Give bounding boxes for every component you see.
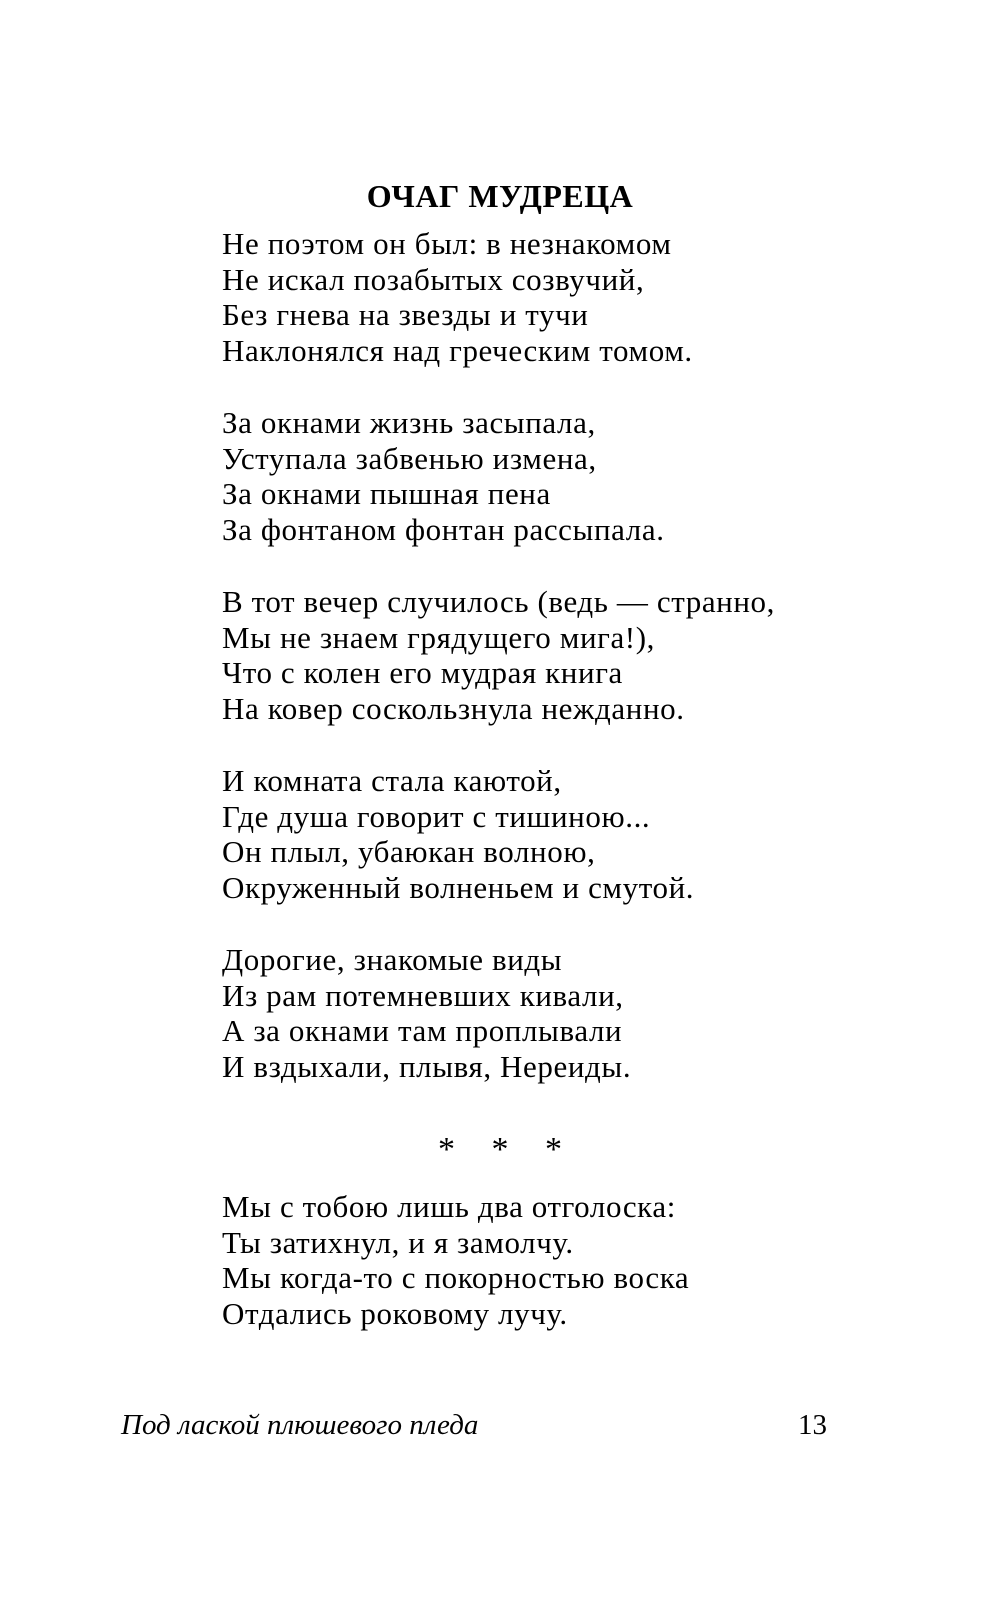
poem-line: А за окнами там проплывали: [222, 1013, 623, 1049]
poem-line: Дорогие, знакомые виды: [222, 942, 563, 977]
poem-line: В тот вечер случилось (ведь — странно,: [222, 584, 776, 619]
poem-line: И вздыхали, плывя, Нереиды.: [222, 1048, 632, 1084]
poem-line: За окнами жизнь засыпала,: [222, 405, 596, 440]
poem-line: Без гнева на звезды и тучи: [222, 297, 589, 333]
stanza-5: [222, 942, 902, 1084]
poem-line: За фонтаном фонтан рассыпала.: [222, 511, 665, 547]
poem-line: Он плыл, убаюкан волною,: [222, 834, 596, 870]
poem-line: За окнами пышная пена: [222, 476, 551, 512]
poem-line: Наклонялся над греческим томом.: [222, 332, 693, 368]
asterism-separator: * * *: [438, 1131, 576, 1168]
poem-line: Где душа говорит с тишиною...: [222, 798, 651, 834]
poem-line: Отдались роковому лучу.: [222, 1295, 568, 1331]
page-number: 13: [798, 1409, 827, 1441]
stanza-2: [222, 405, 902, 547]
poem-line: Мы не знаем грядущего мига!),: [222, 619, 656, 655]
poem-line: Окруженный волненьем и смутой.: [222, 869, 695, 905]
poem-line: На ковер соскользнула нежданно.: [222, 690, 685, 726]
poem-line: Что с колен его мудрая книга: [222, 655, 623, 691]
poem-line: Не искал позабытых созвучий,: [222, 261, 645, 297]
running-footer-book-title: Под лаской плюшевого пледа: [121, 1409, 479, 1441]
poem-line: Мы когда-то с покорностью воска: [222, 1260, 690, 1296]
second-poem-stanza: [222, 1189, 902, 1331]
poem-line: И комната стала каютой,: [222, 763, 562, 798]
poem-line: Мы с тобою лишь два отголоска:: [222, 1189, 676, 1224]
poem-line: Уступала забвенью измена,: [222, 440, 597, 476]
poem-line: Не поэтом он был: в незнакомом: [222, 226, 672, 261]
stanza-3: [222, 584, 902, 726]
poem-line: Ты затихнул, и я замолчу.: [222, 1224, 574, 1260]
stanza-4: [222, 763, 902, 905]
poem-line: Из рам потемневших кивали,: [222, 977, 624, 1013]
poem-title: ОЧАГ МУДРЕЦА: [366, 178, 634, 214]
stanza-1: [222, 226, 902, 368]
